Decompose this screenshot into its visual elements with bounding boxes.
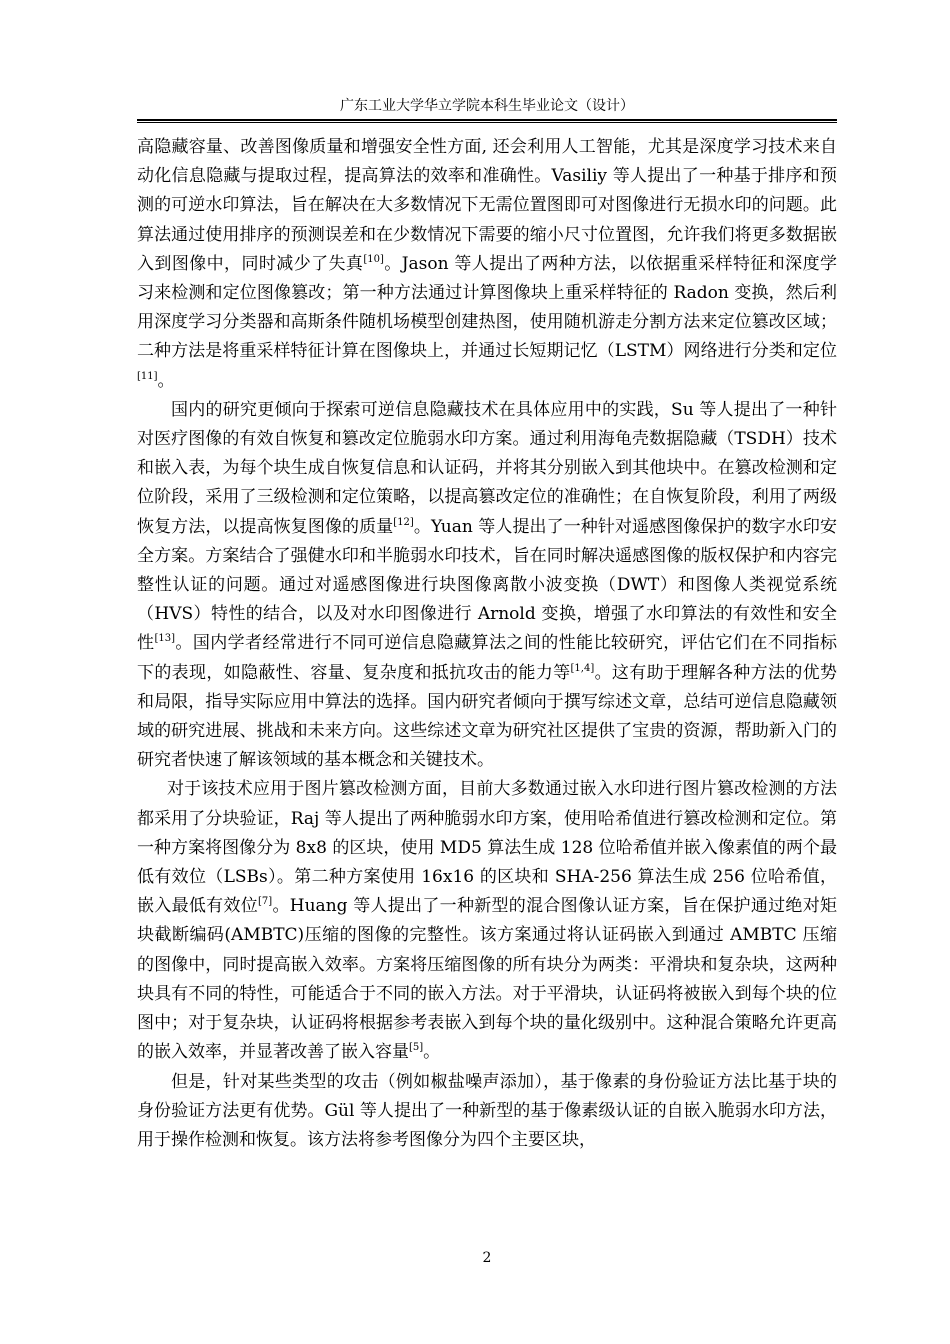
paragraph-3: 对于该技术应用于图片篡改检测方面，目前大多数通过嵌入水印进行图片篡改检测的方法都采用了分块验证，Raj 等人提出了两种脆弱水印方案，使用哈希值进行篡改检测和定位。第一种方案将图像分为 8x8 的区块，使用 MD5 算法生成 128 位哈希值并嵌入像素值的两个最低有效位（LSBs）。第二种方案使用 16x16 的区块和 SHA-256 算法生成 256 位哈希值，嵌入最低有效位[7]。Huang 等人提出了一种新型的混合图像认证方案，旨在保护通过绝对矩块截断编码(AMBTC)压缩的图像的完整性。该方案通过将认证码嵌入到通过 AMBTC 压缩的图像中，同时提高嵌入效率。方案将压缩图像的所有块分为两类：平滑块和复杂块，这两种块具有不同的特性，可能适合于不同的嵌入方法。对于平滑块，认证码将被嵌入到每个块的位图中；对于复杂块，认证码将根据参考表嵌入到每个块的量化级别中。这种混合策略允许更高的嵌入效率，并显著改善了嵌入容量[5]。: [137, 779, 837, 1063]
page-number: 2: [482, 1250, 492, 1266]
citation: [12]: [393, 516, 414, 528]
citation: [13]: [154, 633, 175, 645]
citation: [1,4]: [570, 662, 595, 674]
header-rule-thin: [137, 122, 837, 123]
page-header: 广东工业大学华立学院本科生毕业论文（设计）: [340, 98, 634, 114]
paragraph-4: 但是，针对某些类型的攻击（例如椒盐噪声添加），基于像素的身份验证方法比基于块的身份验证方法更有优势。Gül 等人提出了一种新型的基于像素级认证的自嵌入脆弱水印方法，用于操作检测和恢复。该方法将参考图像分为四个主要区块，: [137, 1071, 837, 1150]
header-rule: [137, 119, 837, 121]
paragraph-2: 国内的研究更倾向于探索可逆信息隐藏技术在具体应用中的实践，Su 等人提出了一种针对医疗图像的有效自恢复和篡改定位脆弱水印方案。通过利用海龟壳数据隐藏（TSDH）技术和嵌入表，为每个块生成自恢复信息和认证码，并将其分别嵌入到其他块中。在篡改检测和定位阶段，采用了三级检测和定位策略，以提高篡改定位的准确性；在自恢复阶段，利用了两级恢复方法，以提高恢复图像的质量[12]。Yuan 等人提出了一种针对遥感图像保护的数字水印安全方案。方案结合了强健水印和半脆弱水印技术，旨在同时解决遥感图像的版权保护和内容完整性认证的问题。通过对遥感图像进行块图像离散小波变换（DWT）和图像人类视觉系统（HVS）特性的结合，以及对水印图像进行 Arnold 变换，增强了水印算法的有效性和安全性[13]。国内学者经常进行不同可逆信息隐藏算法之间的性能比较研究，评估它们在不同指标下的表现，如隐蔽性、容量、复杂度和抵抗攻击的能力等[1,4]。这有助于理解各种方法的优势和局限，指导实际应用中算法的选择。国内研究者倾向于撰写综述文章，总结可逆信息隐藏领域的研究进展、挑战和未来方向。这些综述文章为研究社区提供了宝贵的资源，帮助新入门的研究者快速了解该领域的基本概念和关键技术。: [137, 399, 838, 771]
citation: [5]: [409, 1042, 424, 1054]
citation: [10]: [363, 253, 384, 265]
citation: [7]: [258, 896, 273, 908]
paragraph-1: 高隐藏容量、改善图像质量和增强安全性方面, 还会利用人工智能，尤其是深度学习技术来自动化信息隐藏与提取过程，提高算法的效率和准确性。Vasiliy 等人提出了一种基于排序和预测的可逆水印算法，旨在解决在大多数情况下无需位置图即可对图像进行无损水印的问题。此算法通过使用排序的预测误差和在少数情况下需要的缩小尺寸位置图，允许我们将更多数据嵌入到图像中，同时减少了失真[10]。Jason 等人提出了两种方法，以依据重采样特征和深度学习来检测和定位图像篡改；第一种方法通过计算图像块上重采样特征的 Radon 变换，然后利用深度学习分类器和高斯条件随机场模型创建热图，使用随机游走分割方法来定位篡改区域；二种方法是将重采样特征计算在图像块上，并通过长短期记忆（LSTM）网络进行分类和定位[11]。: [137, 137, 837, 391]
body-text: [137, 133, 837, 1155]
citation: [11]: [137, 370, 158, 382]
